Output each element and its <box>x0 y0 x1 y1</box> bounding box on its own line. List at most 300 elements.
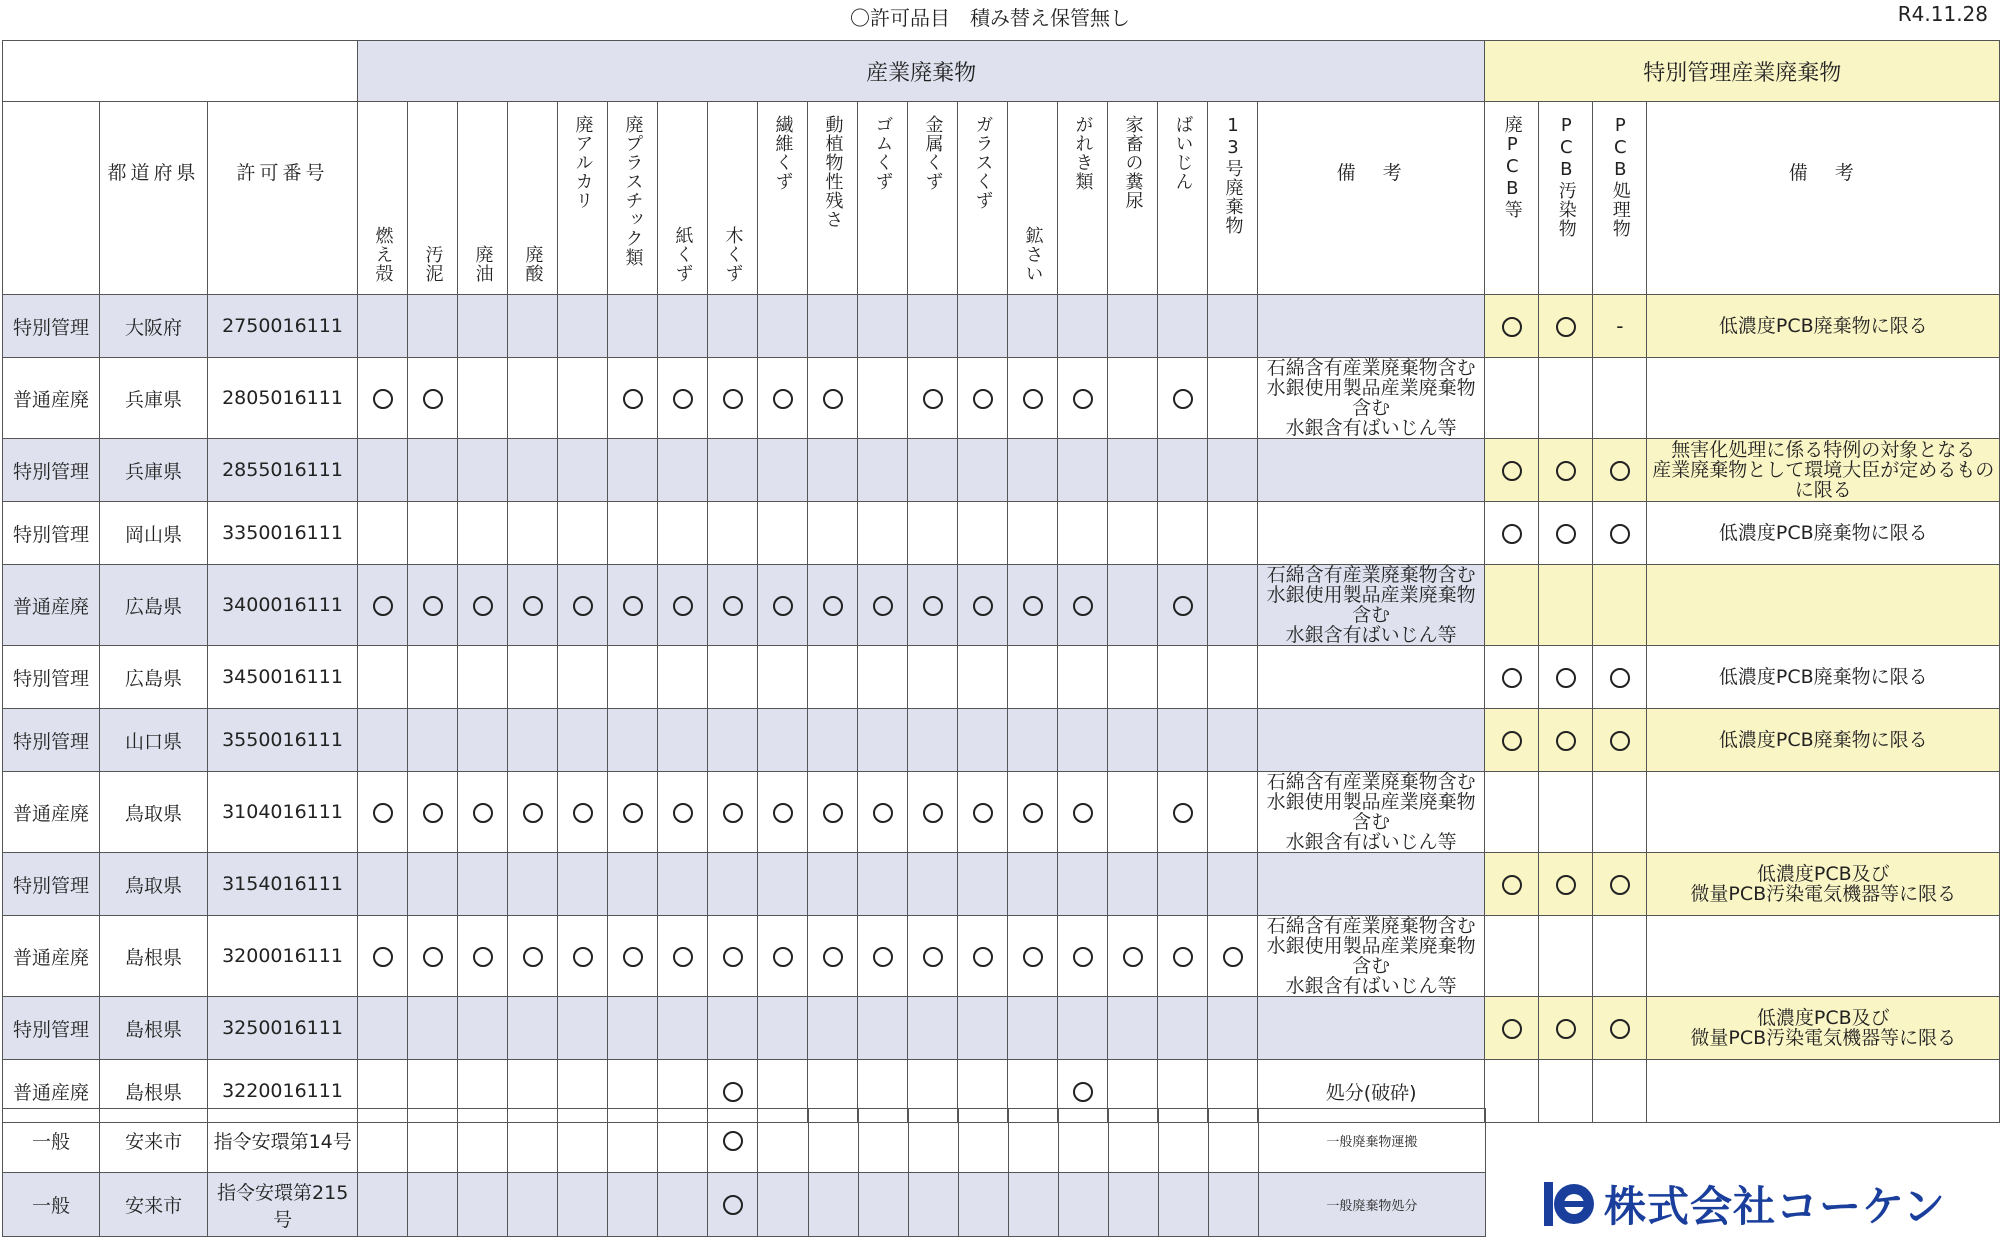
special-waste-cell <box>1593 709 1647 772</box>
special-waste-cell <box>1593 358 1647 439</box>
waste-cell <box>958 853 1008 916</box>
header-special-remarks: 備 考 <box>1647 102 2000 295</box>
special-waste-cell <box>1539 646 1593 709</box>
waste-cell <box>658 565 708 646</box>
waste-cell <box>908 565 958 646</box>
general-table-row <box>3 1109 1486 1173</box>
remarks-cell <box>1258 439 1485 502</box>
waste-cell <box>908 439 958 502</box>
special-waste-cell <box>1593 916 1647 997</box>
waste-cell <box>608 646 658 709</box>
table-row <box>3 502 2000 565</box>
waste-cell <box>908 502 958 565</box>
waste-cell <box>708 295 758 358</box>
special-remarks-cell: 低濃度PCB及び 微量PCB汚染電気機器等に限る <box>1647 997 2000 1060</box>
waste-cell <box>858 439 908 502</box>
permitted-mark-icon <box>773 596 793 616</box>
waste-cell <box>658 772 708 853</box>
special-waste-cell <box>1593 439 1647 502</box>
permit-number: 3400016111 <box>208 565 358 646</box>
waste-cell <box>1158 772 1208 853</box>
special-remarks-cell <box>1647 916 2000 997</box>
permitted-mark-icon <box>723 947 743 967</box>
special-remarks-cell: 低濃度PCB廃棄物に限る <box>1647 502 2000 565</box>
waste-cell <box>1108 853 1158 916</box>
permitted-mark-icon <box>1502 317 1522 337</box>
waste-cell <box>408 502 458 565</box>
waste-cell <box>708 502 758 565</box>
waste-cell <box>558 916 608 997</box>
waste-cell <box>808 565 858 646</box>
permit-type: 特別管理 <box>3 646 100 709</box>
waste-cell <box>958 565 1008 646</box>
prefecture: 島根県 <box>100 916 208 997</box>
waste-cell <box>1208 1173 1258 1237</box>
waste-cell <box>908 709 958 772</box>
waste-cell <box>558 565 608 646</box>
permitted-mark-icon <box>1023 803 1043 823</box>
waste-cell <box>558 502 608 565</box>
waste-cell <box>408 997 458 1060</box>
waste-cell <box>608 709 658 772</box>
waste-cell <box>1158 709 1208 772</box>
waste-cell <box>458 1109 508 1173</box>
waste-cell <box>758 1173 808 1237</box>
waste-cell <box>758 358 808 439</box>
permitted-mark-icon <box>973 947 993 967</box>
waste-cell <box>458 502 508 565</box>
special-waste-cell <box>1485 295 1539 358</box>
waste-cell <box>608 565 658 646</box>
waste-cell <box>558 439 608 502</box>
company-name: 株式会社コーケン <box>1604 1182 1946 1231</box>
header-waste-8: 繊維くず <box>758 102 808 295</box>
waste-cell <box>758 997 808 1060</box>
waste-cell <box>858 502 908 565</box>
waste-cell <box>1058 709 1108 772</box>
prefecture: 鳥取県 <box>100 853 208 916</box>
permitted-mark-icon <box>573 803 593 823</box>
waste-cell <box>1008 358 1058 439</box>
waste-cell <box>858 772 908 853</box>
waste-cell <box>808 358 858 439</box>
permit-table <box>2 40 2000 1123</box>
waste-cell <box>458 358 508 439</box>
permit-type: 普通産廃 <box>3 565 100 646</box>
waste-cell <box>658 709 708 772</box>
header-waste-13: 鉱さい <box>1008 102 1058 295</box>
permitted-mark-icon <box>423 389 443 409</box>
permitted-mark-icon <box>473 947 493 967</box>
waste-cell <box>508 853 558 916</box>
waste-cell <box>608 853 658 916</box>
waste-cell <box>808 295 858 358</box>
waste-cell <box>508 565 558 646</box>
waste-cell <box>858 997 908 1060</box>
waste-cell <box>708 772 758 853</box>
general-waste-table <box>2 1108 1486 1237</box>
waste-cell <box>958 709 1008 772</box>
permit-type: 特別管理 <box>3 295 100 358</box>
special-waste-cell <box>1485 997 1539 1060</box>
waste-cell <box>358 997 408 1060</box>
waste-cell <box>808 439 858 502</box>
permitted-mark-icon <box>873 947 893 967</box>
permitted-mark-icon <box>373 947 393 967</box>
header-waste-0: 燃え殻 <box>358 102 408 295</box>
prefecture: 大阪府 <box>100 295 208 358</box>
waste-cell <box>1008 853 1058 916</box>
permitted-mark-icon <box>1023 389 1043 409</box>
waste-cell <box>408 358 458 439</box>
waste-cell <box>1008 295 1058 358</box>
permitted-mark-icon <box>723 1082 743 1102</box>
waste-cell <box>758 646 808 709</box>
permit-number: 3550016111 <box>208 709 358 772</box>
group-header-row <box>3 41 2000 102</box>
waste-cell <box>1208 916 1258 997</box>
header-waste-4: 廃アルカリ <box>558 102 608 295</box>
permitted-mark-icon <box>1073 803 1093 823</box>
waste-cell <box>458 709 508 772</box>
permitted-mark-icon <box>1223 947 1243 967</box>
waste-cell <box>408 646 458 709</box>
waste-cell <box>358 916 408 997</box>
remarks-cell <box>1258 853 1485 916</box>
special-waste-cell <box>1485 853 1539 916</box>
permit-number: 3250016111 <box>208 997 358 1060</box>
waste-cell <box>1058 502 1108 565</box>
waste-cell <box>1158 997 1208 1060</box>
prefecture: 島根県 <box>100 1060 208 1123</box>
waste-cell <box>908 772 958 853</box>
permitted-mark-icon <box>823 389 843 409</box>
permitted-mark-icon <box>1556 461 1576 481</box>
waste-cell <box>958 439 1008 502</box>
permitted-mark-icon <box>673 803 693 823</box>
header-waste-2: 廃油 <box>458 102 508 295</box>
waste-cell <box>808 997 858 1060</box>
waste-cell <box>1058 772 1108 853</box>
column-header-row <box>3 102 2000 295</box>
permitted-mark-icon <box>673 947 693 967</box>
special-remarks-cell <box>1647 565 2000 646</box>
special-waste-cell <box>1539 997 1593 1060</box>
waste-cell <box>408 772 458 853</box>
waste-cell <box>608 1109 658 1173</box>
waste-cell <box>1108 502 1158 565</box>
waste-cell <box>708 916 758 997</box>
remarks-cell <box>1258 997 1485 1060</box>
permitted-mark-icon <box>923 389 943 409</box>
waste-cell <box>1008 565 1058 646</box>
waste-cell <box>408 1173 458 1237</box>
waste-cell <box>408 295 458 358</box>
waste-cell <box>1008 997 1058 1060</box>
waste-cell <box>958 916 1008 997</box>
waste-cell <box>1208 853 1258 916</box>
waste-cell <box>608 295 658 358</box>
permitted-mark-icon <box>1502 461 1522 481</box>
waste-cell <box>458 916 508 997</box>
waste-cell <box>1208 439 1258 502</box>
special-waste-cell <box>1485 772 1539 853</box>
waste-cell <box>1208 997 1258 1060</box>
table-row <box>3 295 2000 358</box>
permitted-mark-icon <box>1123 947 1143 967</box>
waste-cell <box>658 439 708 502</box>
table-row <box>3 646 2000 709</box>
waste-cell <box>958 772 1008 853</box>
waste-cell <box>908 916 958 997</box>
permitted-mark-icon <box>773 803 793 823</box>
prefecture: 広島県 <box>100 646 208 709</box>
permit-number: 指令安環第215号 <box>208 1173 358 1237</box>
header-waste-11: 金属くず <box>908 102 958 295</box>
header-waste-1: 汚泥 <box>408 102 458 295</box>
permitted-mark-icon <box>723 389 743 409</box>
special-waste-cell <box>1539 565 1593 646</box>
special-remarks-cell <box>1647 1060 2000 1123</box>
group-industrial-waste: 産業廃棄物 <box>358 41 1485 102</box>
permit-number: 3220016111 <box>208 1060 358 1123</box>
waste-cell <box>808 646 858 709</box>
waste-cell <box>808 772 858 853</box>
permit-type: 特別管理 <box>3 439 100 502</box>
waste-cell <box>708 358 758 439</box>
waste-cell <box>858 565 908 646</box>
waste-cell <box>358 439 408 502</box>
special-waste-cell <box>1485 502 1539 565</box>
waste-cell <box>1108 295 1158 358</box>
waste-cell <box>758 916 808 997</box>
permitted-mark-icon <box>373 803 393 823</box>
permitted-mark-icon <box>623 596 643 616</box>
special-waste-cell <box>1593 502 1647 565</box>
permitted-mark-icon <box>1173 596 1193 616</box>
permit-number: 3200016111 <box>208 916 358 997</box>
waste-cell <box>808 1173 858 1237</box>
header-waste-12: ガラスくず <box>958 102 1008 295</box>
waste-cell <box>508 502 558 565</box>
waste-cell <box>358 1173 408 1237</box>
permitted-mark-icon <box>423 947 443 967</box>
special-waste-cell <box>1593 772 1647 853</box>
permitted-mark-icon <box>1556 1019 1576 1039</box>
prefecture: 鳥取県 <box>100 772 208 853</box>
permitted-mark-icon <box>973 389 993 409</box>
permitted-mark-icon <box>623 389 643 409</box>
waste-cell <box>858 358 908 439</box>
waste-cell <box>808 916 858 997</box>
permitted-mark-icon <box>873 596 893 616</box>
waste-cell <box>858 709 908 772</box>
permitted-mark-icon <box>823 803 843 823</box>
permit-type: 普通産廃 <box>3 1060 100 1123</box>
permitted-mark-icon <box>923 596 943 616</box>
special-remarks-cell: 低濃度PCB廃棄物に限る <box>1647 295 2000 358</box>
waste-cell <box>358 709 408 772</box>
waste-cell <box>558 295 608 358</box>
special-remarks-cell: 低濃度PCB廃棄物に限る <box>1647 709 2000 772</box>
special-waste-cell <box>1539 916 1593 997</box>
header-type-blank <box>3 102 100 295</box>
waste-cell <box>1008 439 1058 502</box>
special-remarks-cell: 低濃度PCB及び 微量PCB汚染電気機器等に限る <box>1647 853 2000 916</box>
permit-number: 3450016111 <box>208 646 358 709</box>
waste-cell <box>1058 1109 1108 1173</box>
waste-cell <box>1208 358 1258 439</box>
waste-cell <box>1008 1109 1058 1173</box>
permitted-mark-icon <box>1073 947 1093 967</box>
header-special-1: PCB汚染物 <box>1539 102 1593 295</box>
waste-cell <box>1158 565 1208 646</box>
waste-cell <box>458 295 508 358</box>
waste-cell <box>458 853 508 916</box>
waste-cell <box>1158 502 1208 565</box>
permitted-mark-icon <box>723 1195 743 1215</box>
waste-cell <box>1108 772 1158 853</box>
special-waste-cell <box>1539 502 1593 565</box>
waste-cell <box>1058 565 1108 646</box>
special-waste-cell <box>1593 565 1647 646</box>
remarks-cell: 処分(破砕) <box>1258 1060 1485 1123</box>
waste-cell <box>458 772 508 853</box>
permit-type: 特別管理 <box>3 997 100 1060</box>
waste-cell <box>1008 709 1058 772</box>
special-waste-cell <box>1539 295 1593 358</box>
permitted-mark-icon <box>523 803 543 823</box>
permitted-mark-icon <box>823 596 843 616</box>
waste-cell <box>658 1109 708 1173</box>
waste-cell <box>708 565 758 646</box>
prefecture: 山口県 <box>100 709 208 772</box>
waste-cell <box>1158 1109 1208 1173</box>
waste-cell <box>458 997 508 1060</box>
waste-cell <box>1108 1173 1158 1237</box>
permitted-mark-icon <box>723 1131 743 1151</box>
special-waste-cell <box>1485 1060 1539 1123</box>
waste-cell <box>508 646 558 709</box>
special-remarks-cell: 低濃度PCB廃棄物に限る <box>1647 646 2000 709</box>
waste-cell <box>558 1109 608 1173</box>
permitted-mark-icon <box>573 947 593 967</box>
waste-cell <box>708 1109 758 1173</box>
municipality: 安来市 <box>100 1173 208 1237</box>
waste-cell <box>1108 997 1158 1060</box>
waste-cell <box>558 772 608 853</box>
permitted-mark-icon <box>1556 317 1576 337</box>
waste-cell <box>1008 646 1058 709</box>
company-logo <box>1542 1174 1946 1234</box>
waste-cell <box>658 295 708 358</box>
permitted-mark-icon <box>673 596 693 616</box>
special-waste-cell <box>1539 772 1593 853</box>
waste-cell <box>758 295 808 358</box>
permitted-mark-icon <box>973 803 993 823</box>
waste-cell <box>1108 646 1158 709</box>
header-waste-14: がれき類 <box>1058 102 1108 295</box>
permitted-mark-icon <box>1073 596 1093 616</box>
waste-cell <box>358 565 408 646</box>
table-row <box>3 358 2000 439</box>
special-waste-cell <box>1593 1060 1647 1123</box>
waste-cell <box>408 916 458 997</box>
special-remarks-cell: 無害化処理に係る特例の対象となる 産業廃棄物として環境大臣が定めるものに限る <box>1647 439 2000 502</box>
waste-cell <box>758 1109 808 1173</box>
permitted-mark-icon <box>673 389 693 409</box>
waste-cell <box>758 853 808 916</box>
waste-cell <box>708 646 758 709</box>
header-waste-15: 家畜の糞尿 <box>1108 102 1158 295</box>
header-waste-5: 廃プラスチック類 <box>608 102 658 295</box>
revision-date: R4.11.28 <box>1897 2 1988 26</box>
waste-cell <box>1058 853 1108 916</box>
header-waste-9: 動植物性残さ <box>808 102 858 295</box>
waste-cell <box>358 772 408 853</box>
table-row <box>3 772 2000 853</box>
special-waste-cell <box>1485 358 1539 439</box>
waste-cell <box>708 853 758 916</box>
permitted-mark-icon <box>1502 875 1522 895</box>
permitted-mark-icon <box>1610 524 1630 544</box>
waste-cell <box>1208 295 1258 358</box>
special-waste-cell <box>1485 565 1539 646</box>
waste-cell <box>808 709 858 772</box>
waste-cell <box>808 1109 858 1173</box>
waste-cell <box>358 646 408 709</box>
permitted-mark-icon <box>1023 596 1043 616</box>
waste-cell <box>608 439 658 502</box>
waste-cell <box>658 997 708 1060</box>
waste-cell <box>558 853 608 916</box>
permitted-mark-icon <box>823 947 843 967</box>
group-special-industrial-waste: 特別管理産業廃棄物 <box>1485 41 2000 102</box>
header-special-2: PCB処理物 <box>1593 102 1647 295</box>
waste-cell <box>558 358 608 439</box>
waste-cell <box>958 1173 1008 1237</box>
waste-cell <box>358 1109 408 1173</box>
waste-cell <box>1108 709 1158 772</box>
waste-cell <box>758 502 808 565</box>
waste-cell <box>858 646 908 709</box>
waste-cell <box>708 1173 758 1237</box>
waste-cell <box>1058 997 1108 1060</box>
waste-cell <box>1108 439 1158 502</box>
table-row <box>3 916 2000 997</box>
waste-cell <box>858 295 908 358</box>
permitted-mark-icon <box>1073 1082 1093 1102</box>
waste-cell <box>1208 502 1258 565</box>
waste-cell <box>908 853 958 916</box>
waste-cell <box>1158 358 1208 439</box>
permitted-mark-icon <box>1556 524 1576 544</box>
permitted-mark-icon <box>1610 461 1630 481</box>
permitted-mark-icon <box>373 389 393 409</box>
waste-cell <box>358 502 408 565</box>
permit-number: 3154016111 <box>208 853 358 916</box>
waste-cell <box>1208 772 1258 853</box>
permitted-mark-icon <box>1173 947 1193 967</box>
not-applicable-mark: - <box>1616 314 1624 338</box>
special-waste-cell <box>1593 853 1647 916</box>
permitted-mark-icon <box>923 803 943 823</box>
prefecture: 島根県 <box>100 997 208 1060</box>
waste-cell <box>1008 1173 1058 1237</box>
waste-cell <box>1058 295 1108 358</box>
special-waste-cell <box>1485 709 1539 772</box>
waste-cell <box>458 646 508 709</box>
